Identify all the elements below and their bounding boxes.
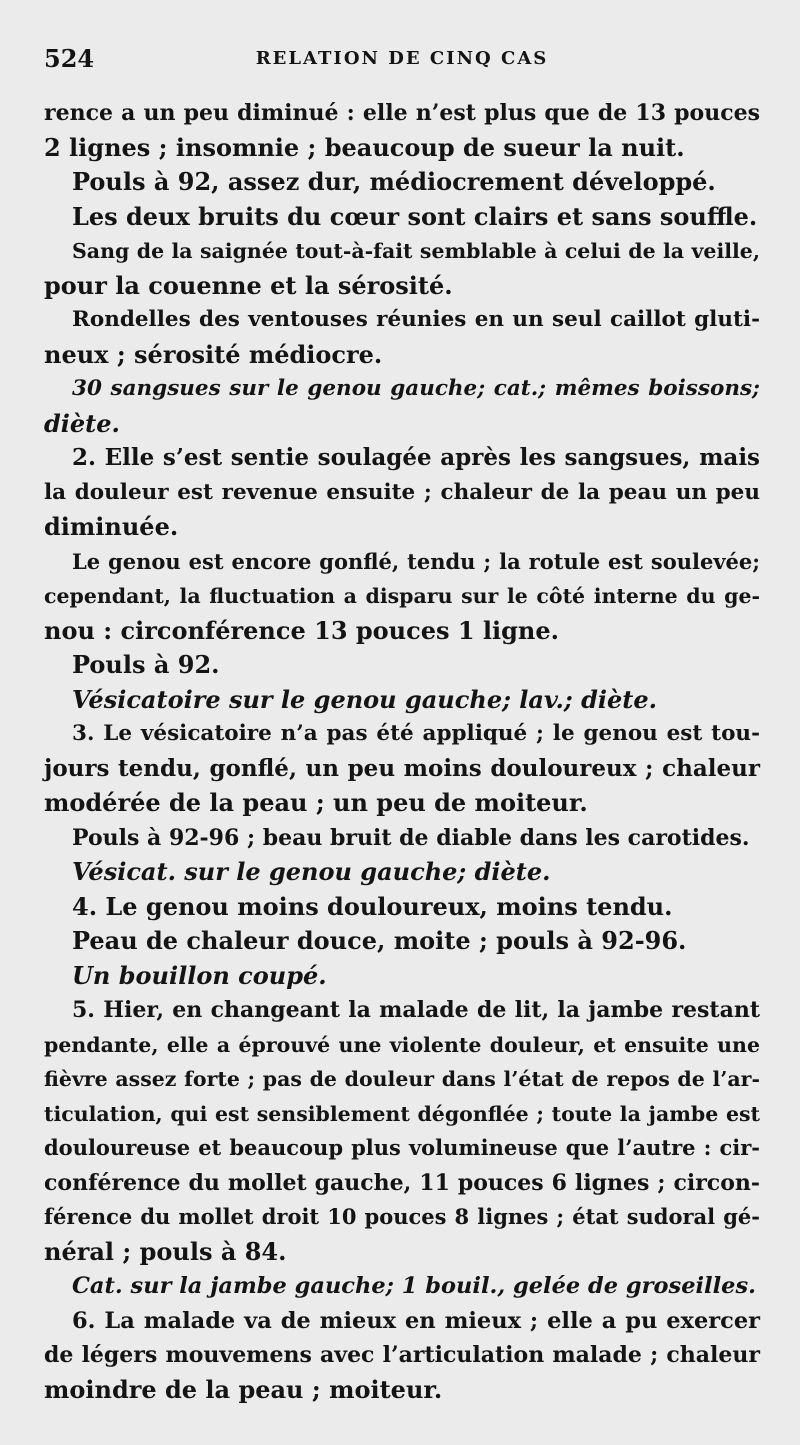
text-line: modérée de la peau ; un peu de moiteur. [44, 788, 588, 817]
text-line: Vésicatoire sur le genou gauche; lav.; diète. [72, 684, 657, 714]
text-line: Pouls à 92, assez dur, médiocrement développé. [72, 167, 716, 196]
text-line: Rondelles des ventouses réunies en un seul caillot gluti- [72, 307, 760, 332]
text-line: Sang de la saignée tout-à-fait semblable à celui de la veille, [72, 239, 760, 263]
text-line: pendante, elle a éprouvé une violente douleur, et ensuite une [44, 1032, 760, 1057]
text-line: 4. Le genou moins douloureux, moins tendu. [72, 891, 673, 921]
text-line: de légers mouvemens avec l’articulation malade ; chaleur [44, 1342, 760, 1368]
text-line: Les deux bruits du cœur sont clairs et sans souffle. [72, 201, 758, 231]
text-line: douloureuse et beaucoup plus volumineuse que l’autre : cir- [44, 1135, 760, 1160]
text-line: férence du mollet droit 10 pouces 8 lignes ; état sudoral gé- [44, 1204, 760, 1229]
text-line: diète. [44, 408, 120, 438]
text-line: neux ; sérosité médiocre. [44, 339, 383, 369]
text-line: Un bouillon coupé. [72, 960, 327, 990]
text-line: Peau de chaleur douce, moite ; pouls à 92-96. [72, 926, 687, 955]
text-line: jours tendu, gonflé, un peu moins douloureux ; chaleur [44, 754, 760, 782]
text-line: ticulation, qui est sensiblement dégonflée ; toute la jambe est [44, 1101, 760, 1126]
page-number: 524 [44, 44, 95, 73]
text-line: néral ; pouls à 84. [44, 1236, 287, 1266]
text-line: Cat. sur la jambe gauche; 1 bouil., gelée de groseilles. [72, 1273, 756, 1299]
body-text [44, 96, 760, 1407]
running-title: RELATION DE CINQ CAS [255, 48, 549, 69]
text-line: Vésicat. sur le genou gauche; diète. [72, 857, 551, 886]
text-line: rence a un peu diminué : elle n’est plus que de 13 pouces [44, 100, 760, 126]
text-line: 2. Elle s’est sentie soulagée après les sangsues, mais [72, 444, 760, 471]
text-line: Pouls à 92. [72, 650, 220, 679]
text-line: cependant, la fluctuation a disparu sur le côté interne du ge- [44, 584, 760, 608]
text-line: nou : circonférence 13 pouces 1 ligne. [44, 615, 560, 645]
text-line: Pouls à 92-96 ; beau bruit de diable dans les carotides. [72, 824, 750, 851]
text-line: la douleur est revenue ensuite ; chaleur de la peau un peu [44, 479, 760, 505]
text-line: moindre de la peau ; moiteur. [44, 1374, 443, 1404]
text-line: 3. Le vésicatoire n’a pas été appliqué ; le genou est tou- [72, 721, 760, 746]
text-line: 30 sangsues sur le genou gauche; cat.; mêmes boissons; [72, 376, 760, 401]
text-line: pour la couenne et la sérosité. [44, 270, 453, 300]
text-line: diminuée. [44, 512, 179, 541]
text-line: fièvre assez forte ; pas de douleur dans l’état de repos de l’ar- [44, 1067, 760, 1091]
text-line: 5. Hier, en changeant la malade de lit, la jambe restant [72, 997, 760, 1023]
text-line: 6. La malade va de mieux en mieux ; elle a pu exercer [72, 1307, 760, 1334]
text-line: Le genou est encore gonflé, tendu ; la rotule est soulevée; [72, 548, 760, 574]
text-line: 2 lignes ; insomnie ; beaucoup de sueur la nuit. [44, 132, 685, 162]
page-header [44, 44, 760, 74]
text-line: conférence du mollet gauche, 11 pouces 6 lignes ; circon- [44, 1169, 760, 1196]
